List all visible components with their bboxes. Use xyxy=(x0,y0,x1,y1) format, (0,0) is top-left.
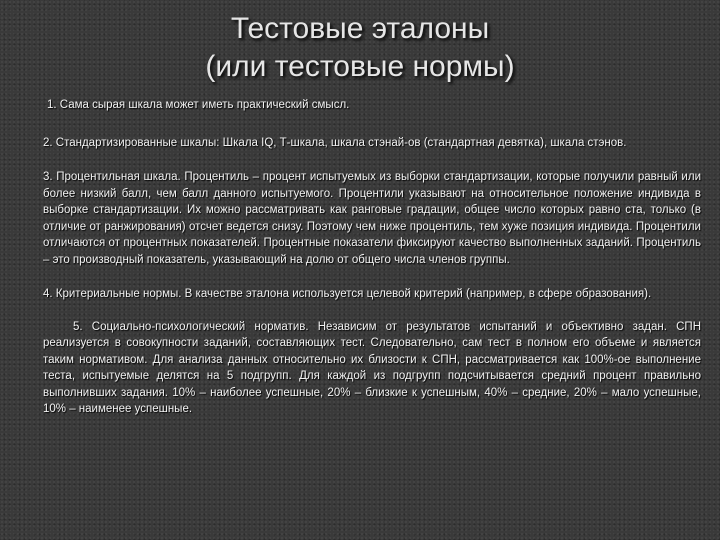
paragraph-standardized-scales: 2. Стандартизированные шкалы: Шкала IQ, Т-шкала, шкала стэнай-ов (стандартная девятка), шкала стэнов. xyxy=(43,136,627,149)
paragraph-raw-scale: 1. Сама сырая шкала может иметь практический смысл. xyxy=(47,99,350,111)
title-line-1: Тестовые эталоны xyxy=(230,12,490,45)
paragraph-percentile-scale: 3. Процентильная шкала. Процентиль – процент испытуемых из выборки стандартизации, которые получили равный или более низкий балл, чем балл данного испытуемого. Процентили указывают на относительное положение индивида в выборке стандартизации. Их можно рассматривать как ранговые градации, общее число которых равно ста, только (в отличие от ранжирования) отсчет ведется снизу. Поэтому чем ниже процентиль, тем хуже позиция индивида. Процентили отличаются от процентных показателей. Процентные показатели фиксируют качество выполненных заданий. Процентиль – это производный показатель, указывающий на долю от общего числа членов группы. xyxy=(43,171,701,266)
slide-title xyxy=(0,10,720,86)
paragraph-criterion-norms: 4. Критериальные нормы. В качестве эталона используется целевой критерий (например, в сфере образования). xyxy=(43,288,652,300)
slide-body xyxy=(43,97,701,418)
title-line-2: (или тестовые нормы) xyxy=(205,50,515,83)
paragraph-socio-psychological-norm: 5. Социально-психологический норматив. Независим от результатов испытаний и объективно задан. СПН реализуется в совокупности заданий, составляющих тест. Следовательно, сам тест в полном его объеме и является таким нормативом. Для анализа данных относительно их близости к СПН, рассматривается как 100%-ое выполнение теста, испытуемые делятся на 5 подгрупп. Для каждой из подгрупп подсчитывается средний процент правильно выполнивших задания. 10% – наиболее успешные, 20% – близкие к успешным, 40% – средние, 20% – мало успешные, 10% – наименее успешные. xyxy=(43,320,701,415)
